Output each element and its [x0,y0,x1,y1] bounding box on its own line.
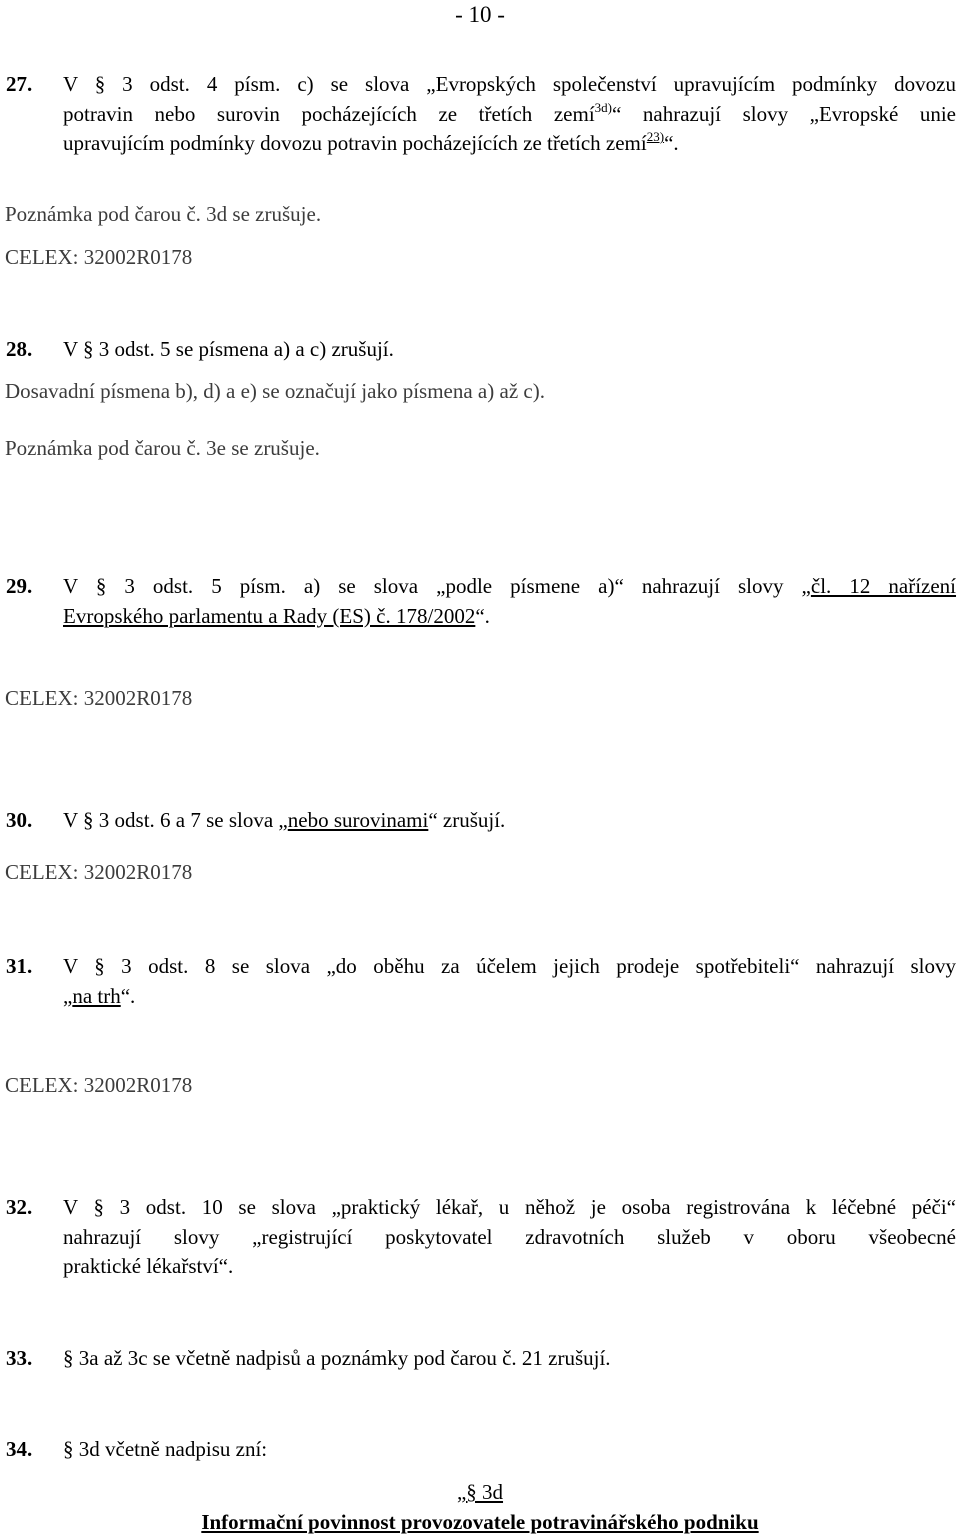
section-title [0,1507,960,1537]
amendment-item-33 [6,1344,956,1374]
item-text: § 3a až 3c se včetně nadpisů a poznámky pod čarou č. 21 zrušují. [63,1346,611,1370]
item-text [63,70,956,159]
celex-reference: CELEX: 32002R0178 [5,686,193,710]
amendment-item-30 [6,806,956,836]
item-text: V § 3 odst. 5 se písmena a) a c) zrušují. [63,337,394,361]
underlined-text: Evropského parlamentu a Rady (ES) č. 178/2002 [63,603,476,628]
item-line [63,572,956,602]
text-fragment: “. [475,603,490,628]
amendment-item-27 [6,70,956,159]
text-fragment: V § 3 odst. 6 a 7 se slova „ [63,808,288,832]
item-line [63,982,956,1012]
text-fragment: “ zrušují. [428,808,506,832]
celex-reference: CELEX: 32002R0178 [5,245,193,269]
item-line [63,129,956,159]
celex-reference: CELEX: 32002R0178 [5,1073,193,1097]
item-number: 27. [6,72,33,96]
item-line [63,100,956,130]
item-number: 31. [6,954,33,978]
item-text [63,572,956,631]
amendment-item-28 [6,335,956,365]
note-line: Poznámka pod čarou č. 3e se zrušuje. [5,436,320,460]
text-fragment: “. [120,983,136,1008]
footnote-ref: 3d) [594,99,613,115]
item-line: praktické lékařství“. [63,1254,234,1278]
underlined-text: čl. 12 nařízení [810,574,957,598]
text-fragment: “ nahrazují slovy „Evropské unie [612,101,956,126]
item-line: nahrazují slovy „registrující poskytovatel zdravotních služeb v oboru všeobecné [63,1224,956,1249]
item-number: 30. [6,808,33,832]
text-fragment: potravin nebo surovin pocházejících ze třetích zemí [63,101,595,126]
page-number: - 10 - [455,2,505,27]
item-number: 29. [6,574,33,598]
amendment-item-29 [6,572,956,631]
underlined-text: na trh [72,983,121,1008]
text-fragment: upravujícím podmínky dovozu potravin pocházejících ze třetích zemí [63,131,647,155]
item-line [63,602,956,632]
amendment-item-34 [6,1435,956,1465]
item-number: 34. [6,1437,33,1461]
item-number: 33. [6,1346,33,1370]
item-line: V § 3 odst. 10 se slova „praktický lékař, u něhož je osoba registrována k léčebné péči“ [63,1195,956,1219]
amendment-item-31 [6,952,956,1011]
section-number-text: „§ 3d [456,1480,504,1504]
item-text [63,1193,956,1282]
item-line: V § 3 odst. 8 se slova „do oběhu za účelem jejich prodeje spotřebiteli“ nahrazují slovy [63,954,956,978]
underlined-text: nebo surovinami [287,808,429,832]
note-line: Dosavadní písmena b), d) a e) se označují jako písmena a) až c). [5,379,545,403]
item-line: V § 3 odst. 4 písm. c) se slova „Evropských společenství upravujícím podmínky dovozu [63,72,956,96]
celex-reference: CELEX: 32002R0178 [5,860,193,884]
section-title-text: Informační povinnost provozovatele potravinářského podniku [201,1510,759,1534]
item-number: 32. [6,1195,33,1219]
text-fragment: “. [664,131,679,155]
item-text [63,806,956,836]
item-text: § 3d včetně nadpisu zní: [63,1437,268,1461]
section-number [0,1477,960,1507]
text-fragment: „ [63,983,73,1008]
item-number: 28. [6,337,33,361]
note-line: Poznámka pod čarou č. 3d se zrušuje. [5,202,322,226]
item-text [63,952,956,1011]
footnote-ref: 23) [646,129,665,144]
text-fragment: V § 3 odst. 5 písm. a) se slova „podle písmene a)“ nahrazují slovy „ [63,574,811,598]
amendment-item-32 [6,1193,956,1282]
